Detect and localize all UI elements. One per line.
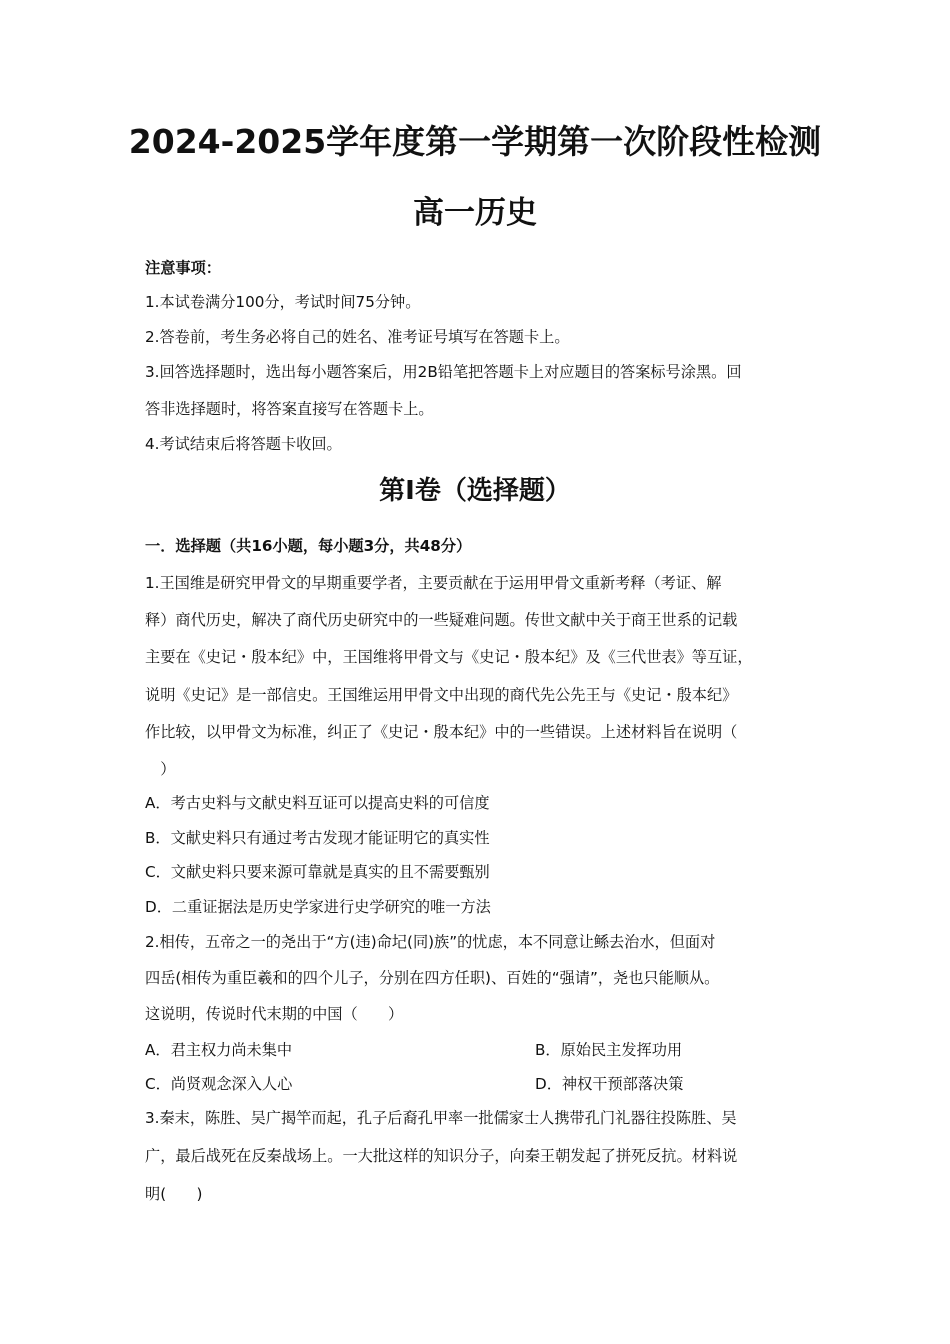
notice-item: 3.回答选择题时，选出每小题答案后，用2B铅笔把答题卡上对应题目的答案标号涂黑。回 xyxy=(145,363,742,381)
question-1-line: ） xyxy=(145,760,176,778)
question-1-line: 释）商代历史，解决了商代历史研究中的一些疑难问题。传世文献中关于商王世系的记载 xyxy=(145,611,738,629)
notice-item: 4.考试结束后将答题卡收回。 xyxy=(145,435,342,453)
volume-title: 第Ⅰ卷（选择题） xyxy=(379,476,571,506)
notice-heading: 注意事项： xyxy=(145,259,221,277)
question-3-line: 明( ) xyxy=(145,1185,203,1203)
question-1-option-a: A．考古史料与文献史料互证可以提高史料的可信度 xyxy=(145,794,490,812)
question-1-option-c: C．文献史料只要来源可靠就是真实的且不需要甄别 xyxy=(145,863,490,881)
notice-item: 1.本试卷满分100分，考试时间75分钟。 xyxy=(145,293,421,311)
question-1-line: 1.王国维是研究甲骨文的早期重要学者，主要贡献在于运用甲骨文重新考释（考证、解 xyxy=(145,574,722,592)
question-1-line: 主要在《史记・殷本纪》中，王国维将甲骨文与《史记・殷本纪》及《三代世表》等互证， xyxy=(145,648,753,666)
question-1-option-d: D．二重证据法是历史学家进行史学研究的唯一方法 xyxy=(145,898,491,916)
exam-subject: 高一历史 xyxy=(413,195,537,231)
question-2-option-c: C．尚贤观念深入人心 xyxy=(145,1075,293,1093)
question-1-option-b: B．文献史料只有通过考古发现才能证明它的真实性 xyxy=(145,829,490,847)
question-3-line: 3.秦末，陈胜、吴广揭竿而起，孔子后裔孔甲率一批儒家士人携带孔门礼器往投陈胜、吴 xyxy=(145,1109,737,1127)
exam-title: 2024-2025学年度第一学期第一次阶段性检测 xyxy=(128,122,822,161)
notice-item: 答非选择题时，将答案直接写在答题卡上。 xyxy=(145,400,434,418)
notice-item: 2.答卷前，考生务必将自己的姓名、准考证号填写在答题卡上。 xyxy=(145,328,570,346)
question-2-line: 四岳(相传为重臣羲和的四个儿子，分别在四方任职)、百姓的“强请”，尧也只能顺从。 xyxy=(145,969,720,987)
question-1-line: 说明《史记》是一部信史。王国维运用甲骨文中出现的商代先公先王与《史记・殷本纪》 xyxy=(145,686,738,704)
question-2-line: 这说明，传说时代末期的中国（ ） xyxy=(145,1005,404,1023)
question-3-line: 广，最后战死在反秦战场上。一大批这样的知识分子，向秦王朝发起了拼死反抗。材料说 xyxy=(145,1147,738,1165)
question-1-line: 作比较，以甲骨文为标准，纠正了《史记・殷本纪》中的一些错误。上述材料旨在说明（ xyxy=(145,723,738,741)
question-2-option-a: A．君主权力尚未集中 xyxy=(145,1041,293,1059)
question-2-line: 2.相传，五帝之一的尧出于“方(违)命圮(同)族”的忧虑，本不同意让鲧去治水，但面对 xyxy=(145,933,716,951)
question-2-option-b: B．原始民主发挥功用 xyxy=(535,1041,683,1059)
section-heading: 一．选择题（共16小题，每小题3分，共48分） xyxy=(145,537,472,555)
question-2-option-d: D．神权干预部落决策 xyxy=(535,1075,684,1093)
